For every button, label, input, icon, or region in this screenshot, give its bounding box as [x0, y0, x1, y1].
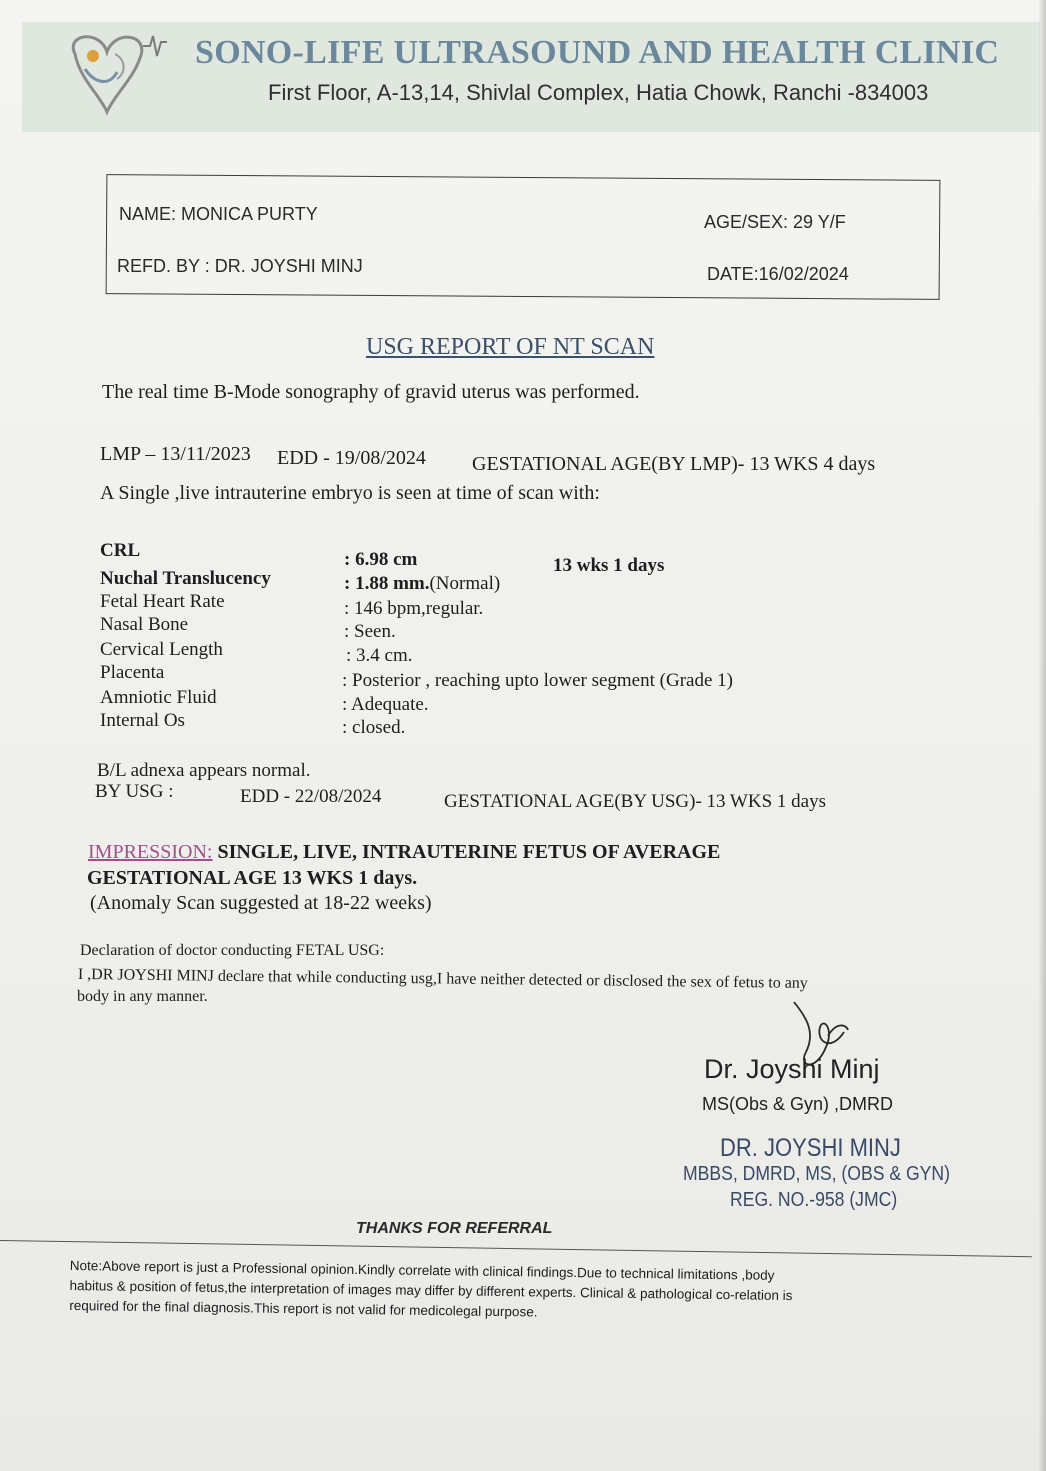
finding-extra-crl: 13 wks 1 days	[553, 555, 665, 576]
report-date: DATE:16/02/2024	[707, 264, 849, 284]
by-usg-label: BY USG :	[95, 781, 174, 802]
stamp-name: DR. JOYSHI MINJ	[720, 1134, 901, 1162]
intro-text: The real time B-Mode sonography of gravid uterus was performed.	[102, 381, 640, 403]
edd-lmp-value: EDD - 19/08/2024	[277, 447, 426, 469]
stamp-qualification: MBBS, DMRD, MS, (OBS & GYN)	[683, 1163, 950, 1185]
ga-usg-value: GESTATIONAL AGE(BY USG)- 13 WKS 1 days	[444, 791, 826, 812]
note-line-2: habitus & position of fetus,the interpretation of images may differ by different experts. Clinical & pathological co-relation is	[69, 1277, 793, 1304]
disclaimer-note	[69, 1256, 940, 1328]
doctor-qualification: MS(Obs & Gyn) ,DMRD	[702, 1094, 894, 1114]
report-title: USG REPORT OF NT SCAN	[366, 334, 655, 360]
edd-usg-value: EDD - 22/08/2024	[240, 786, 382, 807]
clinic-logo-icon	[55, 24, 170, 120]
finding-value-nasal-bone: : Seen.	[344, 621, 396, 642]
referred-by: REFD. BY : DR. JOYSHI MINJ	[117, 256, 363, 276]
embryo-line: A Single ,live intrauterine embryo is seen at time of scan with:	[100, 482, 600, 504]
finding-value-internal-os: : closed.	[342, 717, 406, 738]
finding-label-amniotic-fluid: Amniotic Fluid	[100, 687, 217, 708]
clinic-address: First Floor, A-13,14, Shivlal Complex, Hatia Chowk, Ranchi -834003	[268, 80, 929, 105]
finding-value-fhr: : 146 bpm,regular.	[344, 598, 484, 619]
patient-name: NAME: MONICA PURTY	[119, 204, 318, 224]
finding-value-crl: : 6.98 cm	[344, 549, 418, 570]
footer-divider	[0, 1240, 1032, 1257]
finding-value-cervical-length: : 3.4 cm.	[346, 645, 413, 666]
ga-lmp-value: GESTATIONAL AGE(BY LMP)- 13 WKS 4 days	[472, 453, 876, 475]
declaration-heading: Declaration of doctor conducting FETAL USG:	[80, 942, 385, 959]
clinic-name: SONO-LIFE ULTRASOUND AND HEALTH CLINIC	[195, 34, 1000, 71]
declaration-line-1: I ,DR JOYSHI MINJ declare that while conducting usg,I have neither detected or disclosed the sex of fetus to any	[77, 966, 808, 992]
finding-value-amniotic-fluid: : Adequate.	[342, 694, 429, 715]
adnexa-text: B/L adnexa appears normal.	[97, 760, 311, 781]
finding-value-nt: : 1.88 mm.(Normal)	[344, 573, 501, 594]
impression-label: IMPRESSION:	[88, 841, 213, 863]
finding-label-cervical-length: Cervical Length	[100, 639, 223, 660]
doctor-name: Dr. Joyshi Minj	[704, 1054, 880, 1084]
impression-line-2: GESTATIONAL AGE 13 WKS 1 days.	[87, 867, 418, 889]
finding-label-nasal-bone: Nasal Bone	[100, 614, 189, 635]
stamp-registration: REG. NO.-958 (JMC)	[730, 1189, 898, 1211]
finding-label-placenta: Placenta	[100, 662, 165, 683]
finding-label-fhr: Fetal Heart Rate	[100, 591, 225, 612]
impression-line-1: IMPRESSION: SINGLE, LIVE, INTRAUTERINE FETUS OF AVERAGE	[88, 841, 721, 863]
finding-label-internal-os: Internal Os	[100, 710, 185, 731]
anomaly-scan-note: (Anomaly Scan suggested at 18-22 weeks)	[90, 892, 432, 914]
patient-age-sex: AGE/SEX: 29 Y/F	[704, 212, 846, 232]
finding-label-nt: Nuchal Translucency	[100, 568, 271, 589]
note-line-1: Note:Above report is just a Professional opinion.Kindly correlate with clinical findings.Due to technical limitations ,body	[69, 1257, 775, 1283]
declaration-line-2: body in any manner.	[77, 988, 208, 1005]
note-line-3: required for the final diagnosis.This report is not valid for medicolegal purpose.	[69, 1297, 538, 1320]
lmp-value: LMP – 13/11/2023	[100, 443, 251, 465]
thanks-for-referral: THANKS FOR REFERRAL	[356, 1220, 553, 1237]
finding-value-placenta: : Posterior , reaching upto lower segment (Grade 1)	[342, 670, 733, 691]
finding-label-crl: CRL	[100, 540, 141, 561]
page-edge-shadow	[1038, 0, 1046, 1471]
